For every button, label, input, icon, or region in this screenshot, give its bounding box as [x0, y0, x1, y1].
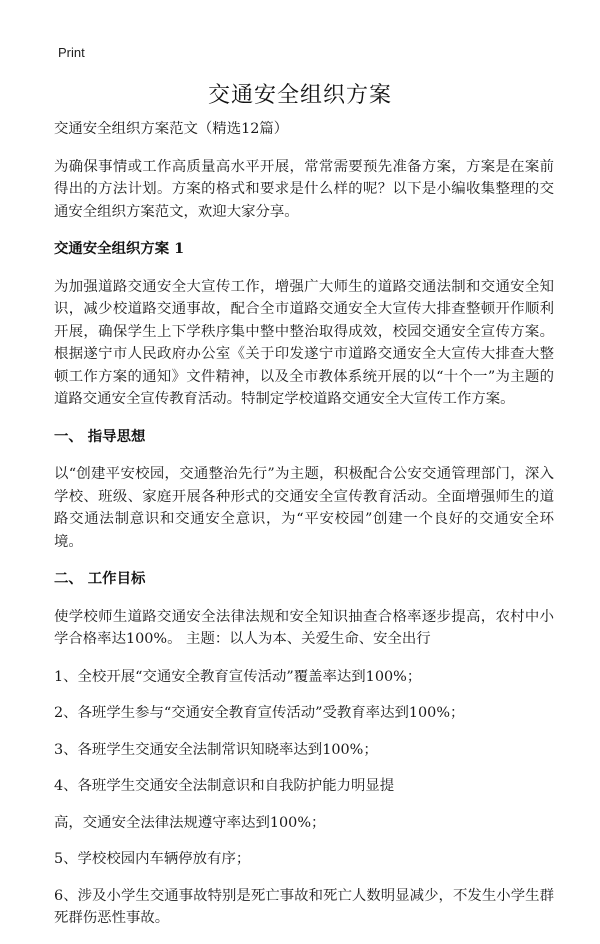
goal-item: 3、各班学生交通安全法制常识知晓率达到100%； — [54, 741, 378, 758]
goal-item: 高，交通安全法律法规遵守率达到100%； — [54, 814, 326, 831]
document-subtitle: 交通安全组织方案范文（精选12篇） — [54, 121, 289, 137]
goal-item: 4、各班学生交通安全法制意识和自我防护能力明显提 — [54, 778, 395, 794]
goal-item: 5、学校校园内车辆停放有序； — [54, 851, 251, 867]
print-link[interactable]: Print — [58, 45, 85, 60]
guiding-ideology-paragraph: 以“创建平安校园，交通整治先行”为主题，积极配合公安交通管理部门，深入学校、班级、家庭开展各种形式的交通安全宣传教育活动。全面增强师生的道路交通法制意识和交通安全意识，为“平安校园”创建一个良好的交通安全环境。 — [54, 466, 554, 550]
section-1-heading: 交通安全组织方案 1 — [54, 240, 185, 257]
guiding-ideology-heading: 一、 指导思想 — [54, 427, 146, 445]
goal-item: 6、涉及小学生交通事故特别是死亡事故和死亡人数明显减少，不发生小学生群死群伤恶性事故。 — [54, 887, 554, 926]
goal-item: 1、全校开展“交通安全教育宣传活动”覆盖率达到100%； — [54, 668, 422, 685]
document-body — [54, 118, 554, 944]
goal-item: 2、各班学生参与“交通安全教育宣传活动”受教育率达到100%； — [54, 705, 465, 721]
work-goals-paragraph: 使学校师生道路交通安全法律法规和安全知识抽查合格率逐步提高，农村中小学合格率达100%。 主题：以人为本、关爱生命、安全出行 — [54, 608, 554, 647]
document-title: 交通安全组织方案 — [207, 83, 392, 108]
work-goals-heading: 二、 工作目标 — [54, 570, 146, 587]
intro-paragraph: 为确保事情或工作高质量高水平开展，常常需要预先准备方案，方案是在案前得出的方法计划。方案的格式和要求是什么样的呢？以下是小编收集整理的交通安全组织方案范文，欢迎大家分享。 — [54, 158, 554, 220]
section-1-paragraph: 为加强道路交通安全大宣传工作，增强广大师生的道路交通法制和交通安全知识，减少校道路交通事故，配合全市道路交通安全大宣传大排查整顿开作顺利开展，确保学生上下学秩序集中整中整治取得成效，校园交通安全宣传方案。根据遂宁市人民政府办公室《关于印发遂宁市道路交通安全大宣传大排查大整顿工作方案的通知》文件精神，以及全市教体系统开展的以“十个一”为主题的道路交通安全宣传教育活动。特制定学校道路交通安全大宣传工作方案。 — [54, 278, 554, 407]
